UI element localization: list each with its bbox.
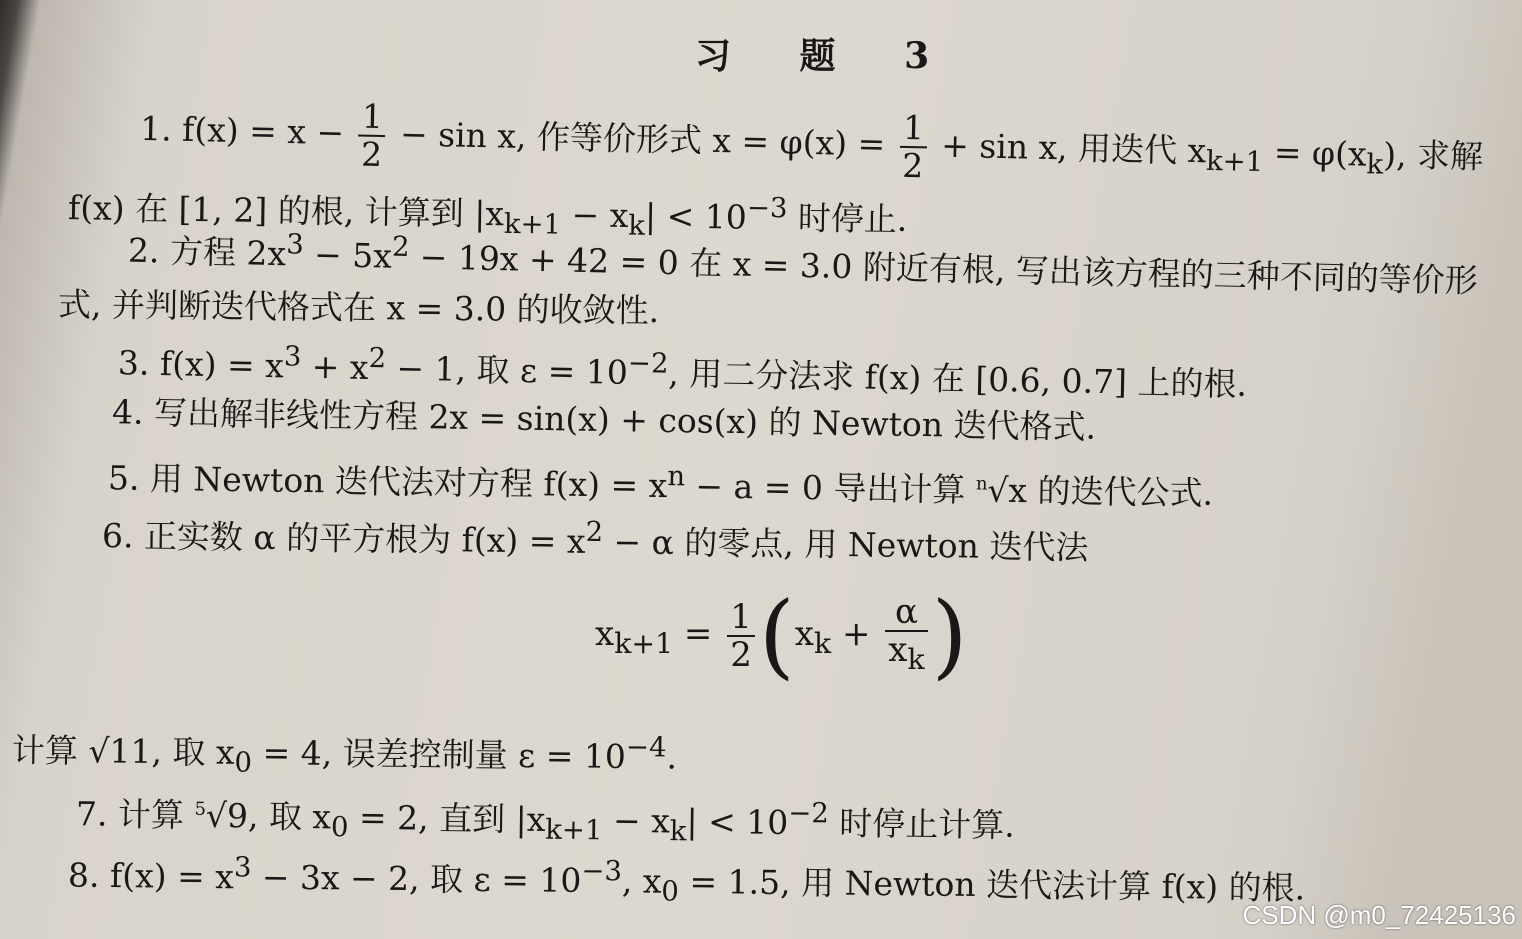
left-paren: ( [758, 582, 795, 689]
problem-7: 7. 计算 $^5$√9, 取 $x_0 = 2$, 直到 $|x_{k+1} - x_k| < 10^{-2}$ 时停止计算. [75, 794, 1015, 848]
problem-4: 4. 写出解非线性方程 2x = sin(x) + cos(x) 的 Newton 迭代格式. [111, 392, 1097, 447]
fraction-one-half: $\frac{1}{2}$ [727, 599, 755, 673]
problem-2-line-2: 式, 并判断迭代格式在 x = 3.0 的收敛性. [57, 284, 660, 331]
csdn-watermark: CSDN @m0_72425136 [1242, 900, 1516, 930]
root-index: n [975, 473, 988, 495]
problem-3: 3. $f(x) = x^3 + x^2 - 1$, 取 $\varepsilon = 10^{-2}$, 用二分法求 f(x) 在 [0.6, 0.7] 上的根. [117, 340, 1248, 404]
fraction-alpha-over-xk: $\frac{\alpha}{x_k}$ [885, 594, 927, 678]
right-paren: ) [931, 582, 968, 689]
problem-1-line-2: f(x) 在 [1, 2] 的根, 计算到 $|x_{k+1} - x_k| < 10^{-3}$ 时停止. [67, 188, 908, 242]
exercise-title: 习 题 3 [695, 35, 958, 77]
root-index: 5 [194, 798, 207, 820]
fraction-one-half: $\frac{1}{2}$ [358, 99, 387, 174]
problem-8: 8. $f(x) = x^3 - 3x - 2$, 取 $\varepsilon = 10^{-3}$, $x_0 = 1.5$, 用 Newton 迭代法计算 f(x) 的根. [67, 851, 1306, 908]
problem-2-line-1: 2. 方程 $2x^3 - 5x^2 - 19x + 42 = 0$ 在 x = 3.0 附近有根, 写出该方程的三种不同的等价形 [127, 228, 1479, 301]
problem-1-line-1: 1. f(x) = x − $\frac{1}{2}$ − sin x, 作等价形式 x = φ(x) = $\frac{1}{2}$ + sin x, 用迭代 $x_{k+1} = \varphi(x_k)$, 求解 [139, 96, 1484, 186]
problem-5: 5. 用 Newton 迭代法对方程 $f(x) = x^n - a = 0$ 导出计算 $^n$√x 的迭代公式. [107, 458, 1214, 513]
newton-sqrt-formula: $x_{k+1}$ = $\frac{1}{2}$ ($x_k$ + $\frac{\alpha}{x_k}$ ) [595, 582, 968, 689]
problem-6-line-1: 6. 正实数 α 的平方根为 $f(x) = x^2 - \alpha$ 的零点, 用 Newton 迭代法 [101, 515, 1089, 568]
nth-root: √x [987, 470, 1028, 511]
fraction-one-half: $\frac{1}{2}$ [899, 110, 928, 185]
problem-6-line-3: 计算 √11, 取 $x_0 = 4$, 误差控制量 $\varepsilon = 10^{-4}$. [11, 730, 678, 779]
fifth-root: √9 [205, 795, 249, 836]
